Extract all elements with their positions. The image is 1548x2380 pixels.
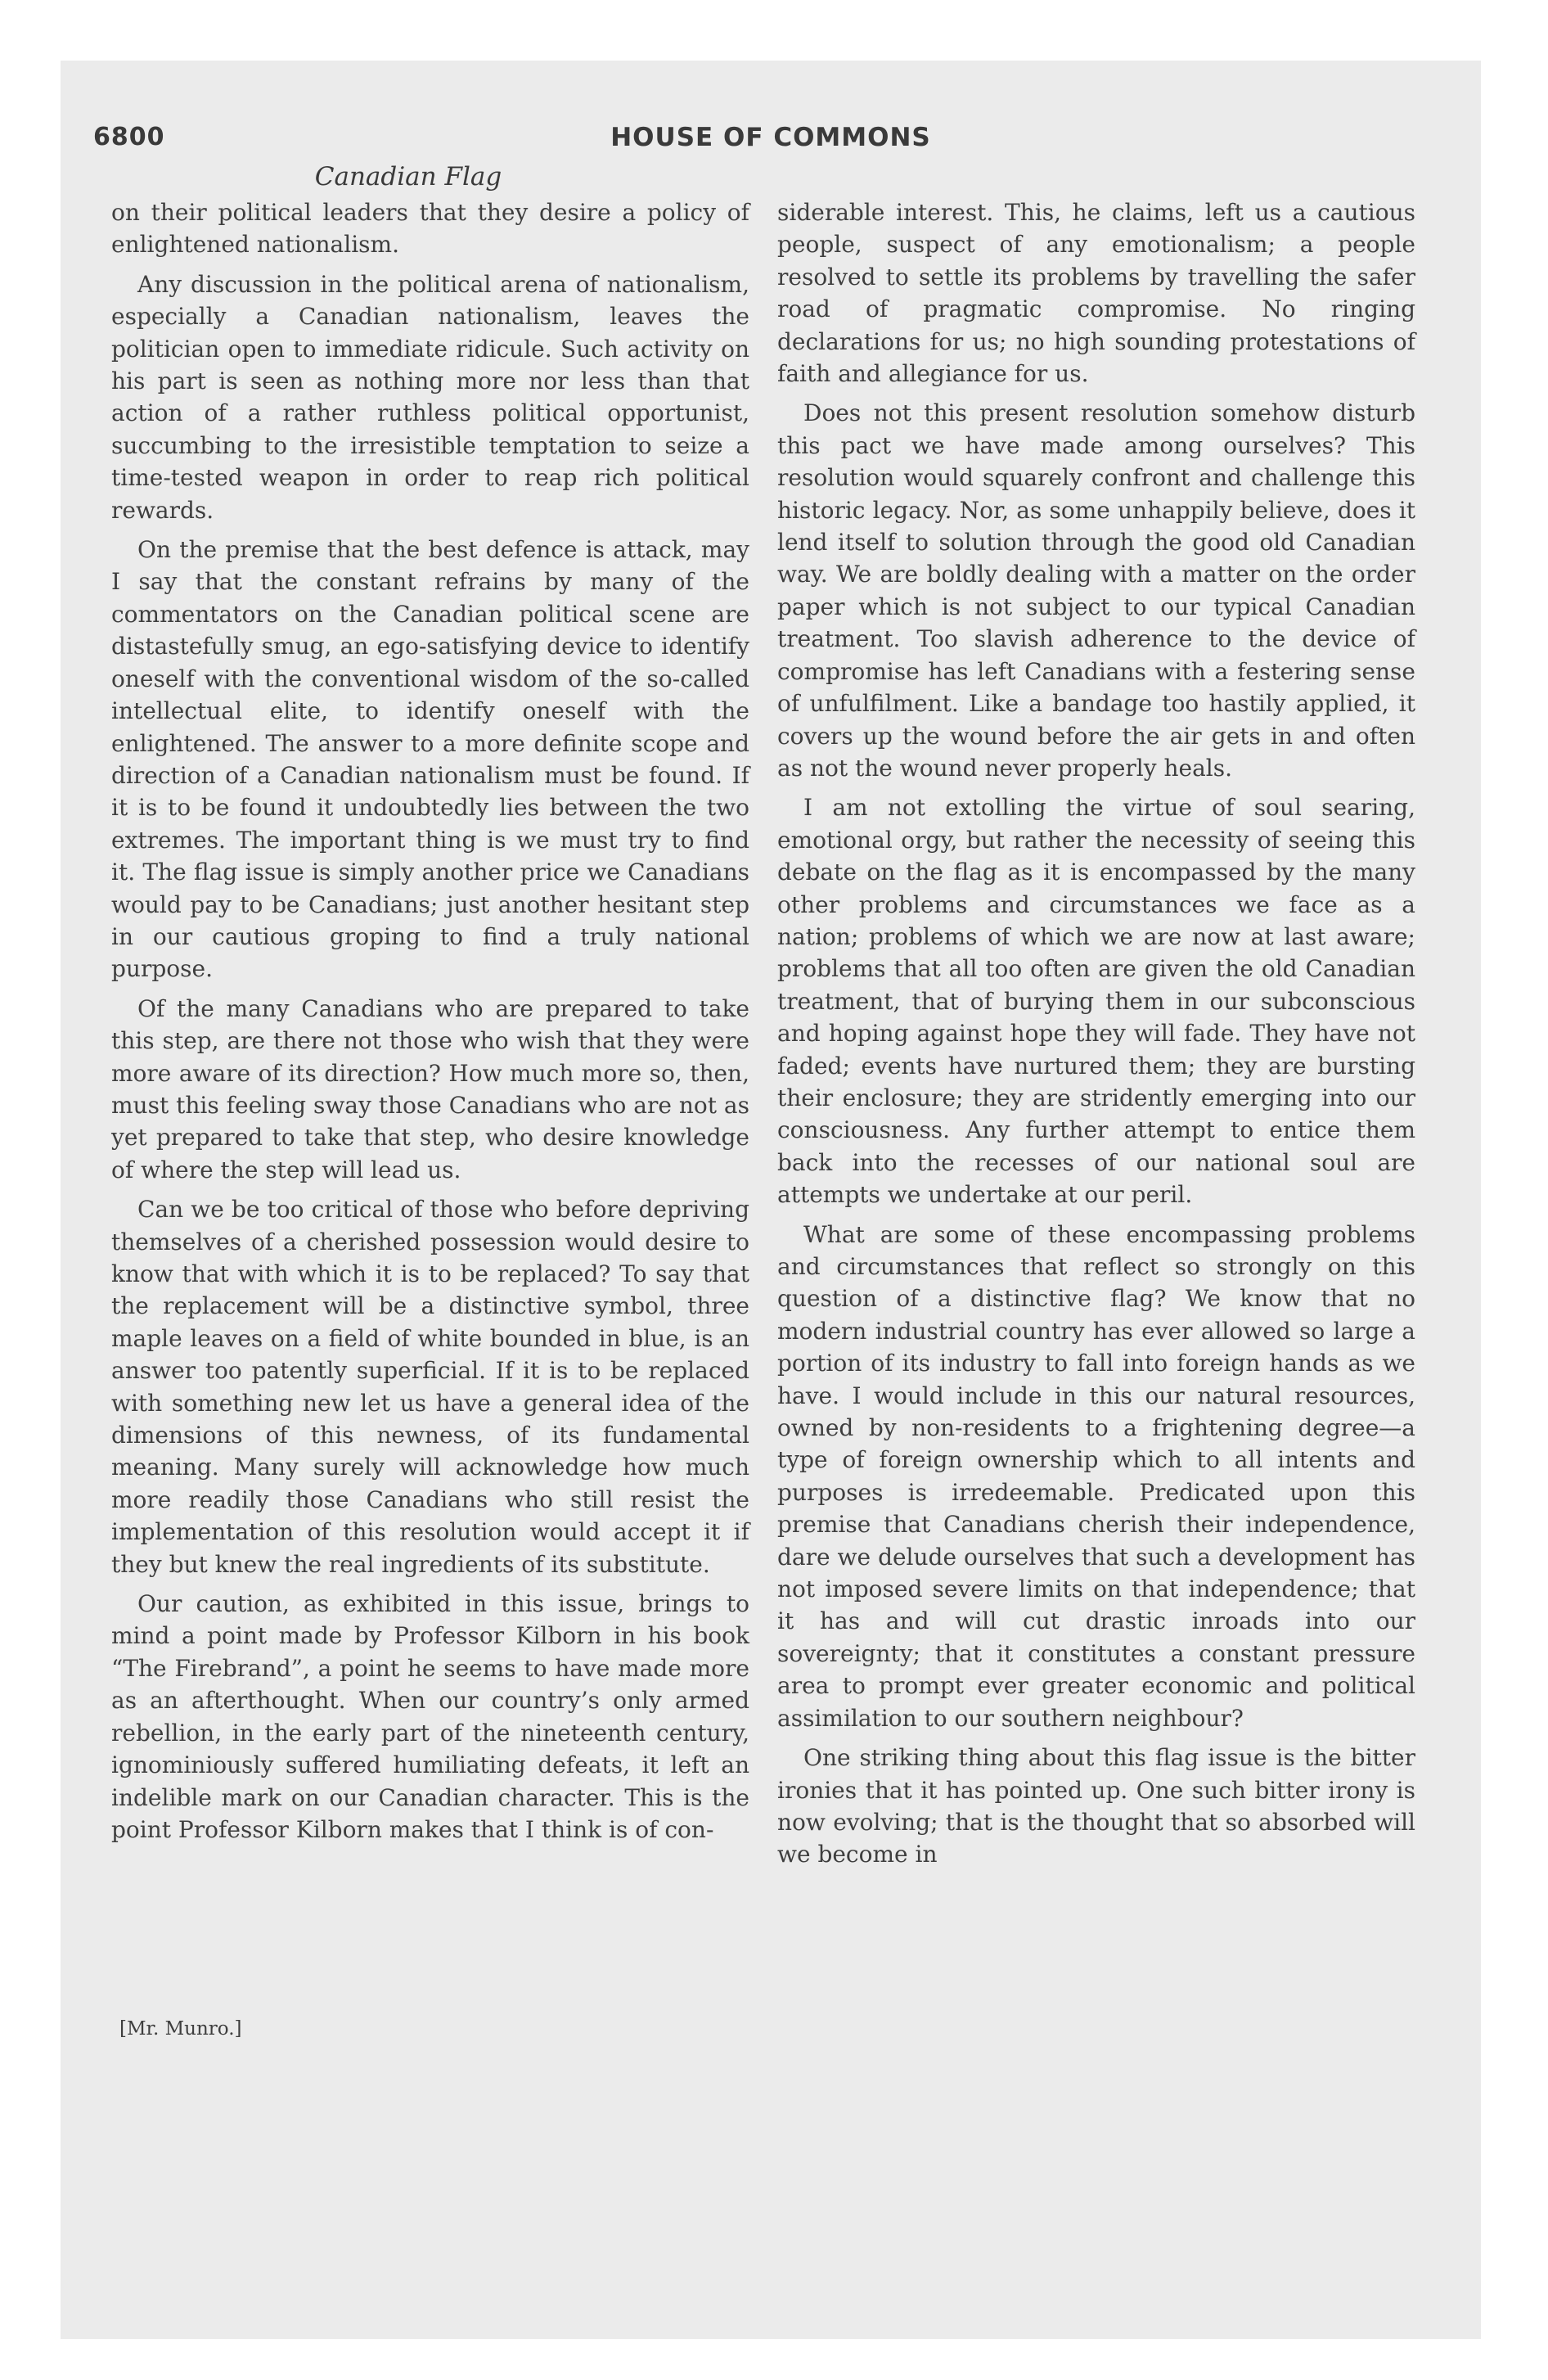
right-column — [777, 196, 1415, 1878]
paragraph: Our caution, as exhibited in this issue, brings to mind a point made by Professor Kilborn in his book “The Firebrand”, a point he seems to have made more as an afterthought. When our country’s only armed rebellion, in the early part of the nineteenth century, ignominiously suffered humiliating defeats, it left an indelible mark on our Canadian character. This is the point Professor Kilborn makes that I think is of con- — [111, 1590, 749, 1843]
paragraph: On the premise that the best defence is attack, may I say that the constant refrains by many of the commentators on the Canadian political scene are distastefully smug, an ego-satisfying device to identify oneself with the conventional wisdom of the so-called intellectual elite, to identify oneself with the enlightened. The answer to a more definite scope and direction of a Canadian nationalism must be found. If it is to be found it undoubtedly lies between the two extremes. The important thing is we must try to find it. The flag issue is simply another price we Canadians would pay to be Canadians; just another hesitant step in our cautious groping to find a truly national purpose. — [111, 536, 749, 983]
paragraph: I am not extolling the virtue of soul searing, emotional orgy, but rather the necessity of seeing this debate on the flag as it is encompassed by the many other problems and circumstances we face as a nation; problems of which we are now at last aware; problems that all too often are given the old Canadian treatment, that of burying them in our subconscious and hoping against hope they will fade. They have not faded; events have nurtured them; they are bursting their enclosure; they are stridently emerging into our consciousness. Any further attempt to entice them back into the recesses of our national soul are attempts we undertake at our peril. — [777, 794, 1415, 1209]
paragraph: One striking thing about this flag issue is the bitter ironies that it has pointed up. One such bitter irony is now evolving; that is the thought that so absorbed will we become in — [777, 1744, 1415, 1868]
page-number: 6800 — [93, 123, 165, 151]
paragraph: Of the many Canadians who are prepared to take this step, are there not those who wish that they were more aware of its direction? How much more so, then, must this feeling sway those Canadians who are not as yet prepared to take that step, who desire knowledge of where the step will lead us. — [111, 994, 749, 1183]
speaker-attribution: [Mr. Munro.] — [119, 2018, 242, 2040]
paragraph: Can we be too critical of those who before depriving themselves of a cherished possession would desire to know that with which it is to be replaced? To say that the replacement will be a distinctive symbol, three maple leaves on a field of white bounded in blue, is an answer too patently superficial. If it is to be replaced with something new let us have a general idea of the dimensions of this newness, of its fundamental meaning. Many surely will acknowledge how much more readily those Canadians who still resist the implementation of this resolution would accept it if they but knew the real ingredients of its substitute. — [111, 1196, 749, 1578]
paragraph: Does not this present resolution somehow disturb this pact we have made among ourselves? This resolution would squarely confront and challenge this historic legacy. Nor, as some unhappily believe, does it lend itself to solution through the good old Canadian way. We are boldly dealing with a matter on the order paper which is not subject to our typical Canadian treatment. Too slavish adherence to the device of compromise has left Canadians with a festering sense of unfulfilment. Like a bandage too hastily applied, it covers up the wound before the air gets in and often as not the wound never properly heals. — [777, 399, 1415, 782]
paragraph: Any discussion in the political arena of nationalism, especially a Canadian nationalism, leaves the politician open to immediate ridicule. Such activity on his part is seen as nothing more nor less than that action of a rather ruthless political opportunist, succumbing to the irresistible temptation to seize a time-tested weapon in order to reap rich political rewards. — [111, 270, 749, 524]
scanned-page — [61, 61, 1481, 2339]
left-column — [111, 196, 749, 1853]
page-header — [61, 123, 1481, 164]
debate-subject: Canadian Flag — [314, 162, 502, 192]
running-head: HOUSE OF COMMONS — [610, 123, 931, 152]
paragraph: What are some of these encompassing problems and circumstances that reflect so strongly on this question of a distinctive flag? We know that no modern industrial country has ever allowed so large a portion of its industry to fall into foreign hands as we have. I would include in this our natural resources, owned by non-residents to a frightening degree—a type of foreign ownership which to all intents and purposes is irredeemable. Predicated upon this premise that Canadians cherish their independence, dare we delude ourselves that such a development has not imposed severe limits on that independence; that it has and will cut drastic inroads into our sovereignty; that it constitutes a constant pressure area to prompt ever greater economic and political assimilation to our southern neighbour? — [777, 1220, 1415, 1732]
paragraph: on their political leaders that they desire a policy of enlightened nationalism. — [111, 199, 749, 259]
paragraph: siderable interest. This, he claims, left us a cautious people, suspect of any emotionalism; a people resolved to settle its problems by travelling the safer road of pragmatic compromise. No ringing declarations for us; no high sounding protestations of faith and allegiance for us. — [777, 199, 1415, 388]
